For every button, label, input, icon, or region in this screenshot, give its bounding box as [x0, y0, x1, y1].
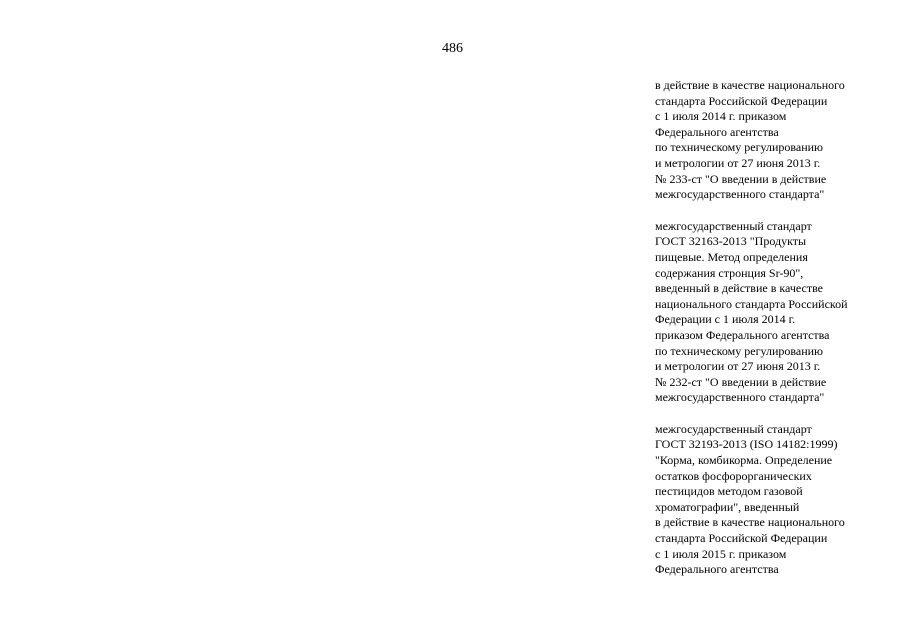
text-line: стандарта Российской Федерации: [655, 93, 828, 108]
text-line: остатков фосфорорганических: [655, 468, 812, 483]
text-line: пищевые. Метод определения: [655, 249, 808, 264]
text-line: и метрологии от 27 июня 2013 г.: [655, 359, 821, 374]
text-line: хроматографии", введенный: [655, 499, 800, 514]
text-line: стандарта Российской Федерации: [655, 531, 828, 546]
paragraph-2: [655, 219, 895, 406]
text-line: Федерального агентства: [655, 124, 779, 139]
text-line: Федерации с 1 июля 2014 г.: [655, 312, 796, 327]
paragraph-1: [655, 78, 895, 203]
text-line: межгосударственный стандарт: [655, 218, 812, 233]
text-line: в действие в качестве национального: [655, 78, 845, 92]
text-line: ГОСТ 32163-2013 "Продукты: [655, 234, 807, 249]
page-number: 486: [442, 41, 463, 56]
text-line: межгосударственный стандарт: [655, 421, 812, 436]
text-line: национального стандарта Российской: [655, 296, 848, 311]
text-line: межгосударственного стандарта": [655, 187, 825, 202]
text-line: и метрологии от 27 июня 2013 г.: [655, 155, 821, 170]
text-line: ГОСТ 32193-2013 (ISO 14182:1999): [655, 437, 838, 452]
text-column: [655, 78, 895, 594]
text-line: по техническому регулированию: [655, 343, 824, 358]
text-line: введенный в действие в качестве: [655, 281, 824, 296]
text-line: "Корма, комбикорма. Определение: [655, 453, 833, 468]
text-line: содержания стронция Sr-90",: [655, 265, 804, 280]
text-line: № 232-ст "О введении в действие: [655, 374, 827, 389]
text-line: с 1 июля 2014 г. приказом: [655, 109, 787, 124]
text-line: с 1 июля 2015 г. приказом: [655, 546, 787, 561]
text-line: пестицидов методом газовой: [655, 484, 803, 499]
text-line: приказом Федерального агентства: [655, 327, 830, 342]
text-line: в действие в качестве национального: [655, 515, 845, 530]
text-line: № 233-ст "О введении в действие: [655, 171, 827, 186]
paragraph-3: [655, 422, 895, 578]
text-line: по техническому регулированию: [655, 140, 824, 155]
text-line: Федерального агентства: [655, 562, 779, 577]
text-line: межгосударственного стандарта": [655, 390, 825, 405]
